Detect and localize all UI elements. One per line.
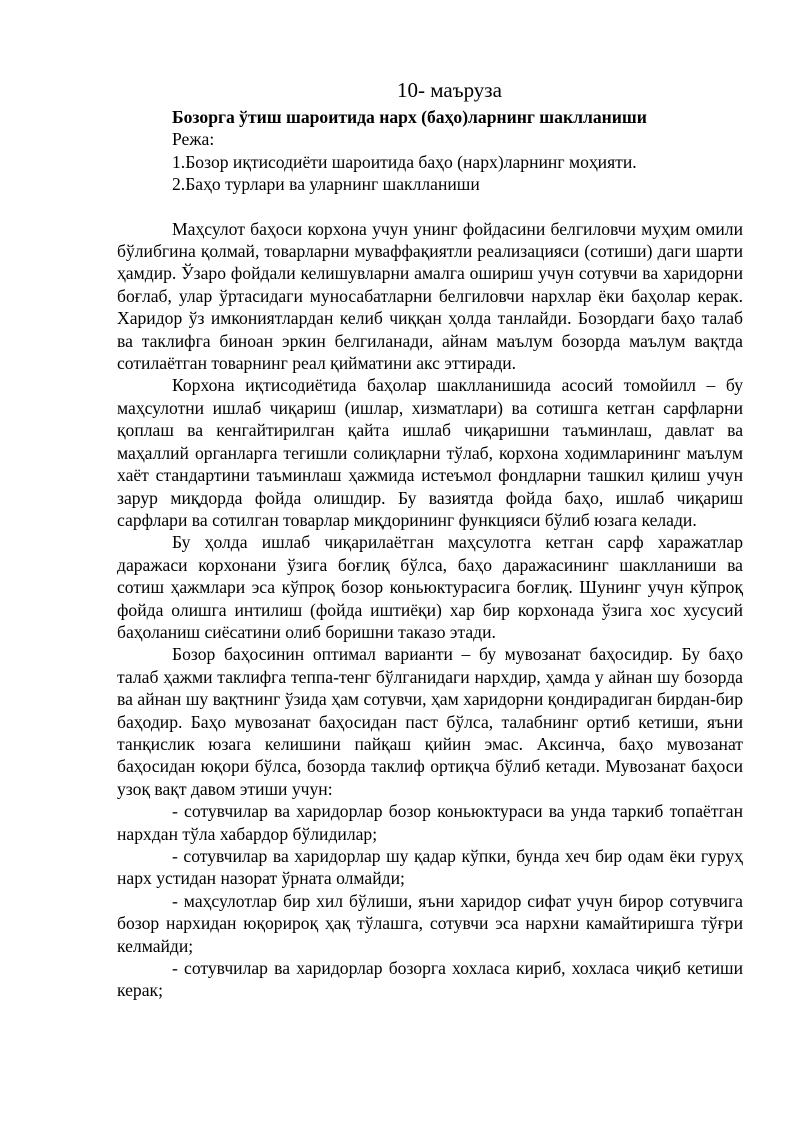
- condition-item: - сотувчилар ва харидорлар шу қадар кўпки, бунда хеч бир одам ёки гуруҳ нарх устидан назорат ўрната олмайди;: [117, 846, 743, 889]
- body-paragraph: Бозор баҳосинин оптимал варианти – бу мувозанат баҳосидир. Бу баҳо талаб ҳажми таклифга теппа-тенг бўлганидаги нархдир, ҳамда у айнан шу бозорда ва айнан шу вақтнинг ўзида ҳам сотувчи, ҳам харидорни қондирадиган бирдан-бир баҳодир. Баҳо мувозанат баҳосидан паст бўлса, талабнинг ортиб кетиши, яъни танқислик юзага келишини пайқаш қийин эмас. Аксинча, баҳо мувозанат баҳосидан юқори бўлса, бозорда таклиф ортиқча бўлиб кетади. Мувозанат баҳоси узоқ вақт давом этиши учун:: [117, 644, 743, 799]
- body-paragraph: Корхона иқтисодиётида баҳолар шаклланишида асосий томойилл – бу маҳсулотни ишлаб чиқариш (ишлар, хизматлари) ва сотишга кетган сарфларни қоплаш ва кенгайтирилган қайта ишлаб чиқаришни таъминлаш, давлат ва маҳаллий органларга тегишли солиқларни тўлаб, корхона ходимларининг маълум хаёт стандартини таъминлаш ҳажмида истеъмол фондларни ташкил қилиш учун зарур миқдорда фойда олишдир. Бу вазиятда фойда баҳо, ишлаб чиқариш сарфлари ва сотилган товарлар миқдорининг функцияси бўлиб юзага келади.: [117, 375, 743, 530]
- plan-item: 1.Бозор иқтисодиёти шароитида баҳо (нарх)ларнинг моҳияти.: [172, 151, 637, 172]
- spacer: [117, 196, 743, 218]
- lecture-subtitle: Бозорга ўтиш шароитида нарх (баҳо)ларнинг шаклланиши: [172, 107, 647, 127]
- body-paragraph: Бу ҳолда ишлаб чиқарилаётган маҳсулотга кетган сарф харажатлар даражаси корхонани ўзига боғлиқ бўлса, баҳо даражасининг шаклланиши ва сотиш ҳажмлари эса кўпроқ бозор коньюктурасига боғлиқ. Шунинг учун кўпроқ фойда олишга интилиш (фойда иштиёқи) хар бир корхонада ўзига хос хусусий баҳоланиш сиёсатини олиб боришни таказо этади.: [117, 532, 743, 642]
- plan-label: Режа:: [172, 129, 215, 150]
- plan-item: 2.Баҳо турлари ва уларнинг шаклланиши: [172, 174, 480, 195]
- condition-item: - сотувчилар ва харидорлар бозор коньюктураси ва унда таркиб топаётган нархдан тўла хабардор бўлидилар;: [117, 801, 743, 844]
- lecture-title: 10- маъруза: [397, 78, 502, 102]
- condition-item: - маҳсулотлар бир хил бўлиши, яъни харидор сифат учун бирор сотувчига бозор нархидан юқорироқ ҳақ тўлашга, сотувчи эса нархни камайтиришга тўғри келмайди;: [117, 890, 743, 956]
- document-page: [117, 77, 743, 1002]
- condition-item: - сотувчилар ва харидорлар бозорга хохласа кириб, хохласа чиқиб кетиши керак;: [117, 958, 743, 1001]
- body-paragraph: Маҳсулот баҳоси корхона учун унинг фойдасини белгиловчи муҳим омили бўлибгина қолмай, товарларни муваффақиятли реализацияси (сотиши) даги шарти ҳамдир. Ўзаро фойдали келишувларни амалга ошириш учун сотувчи ва харидорни боғлаб, улар ўртасидаги муносабатларни белгиловчи нархлар ёки баҳолар керак. Харидор ўз имкониятлардан келиб чиққан ҳолда танлайди. Бозордаги баҳо талаб ва таклифга биноан эркин белгиланади, айнам маълум бозорда маълум вақтда сотилаётган товарнинг реал қийматини акс эттиради.: [117, 218, 743, 374]
